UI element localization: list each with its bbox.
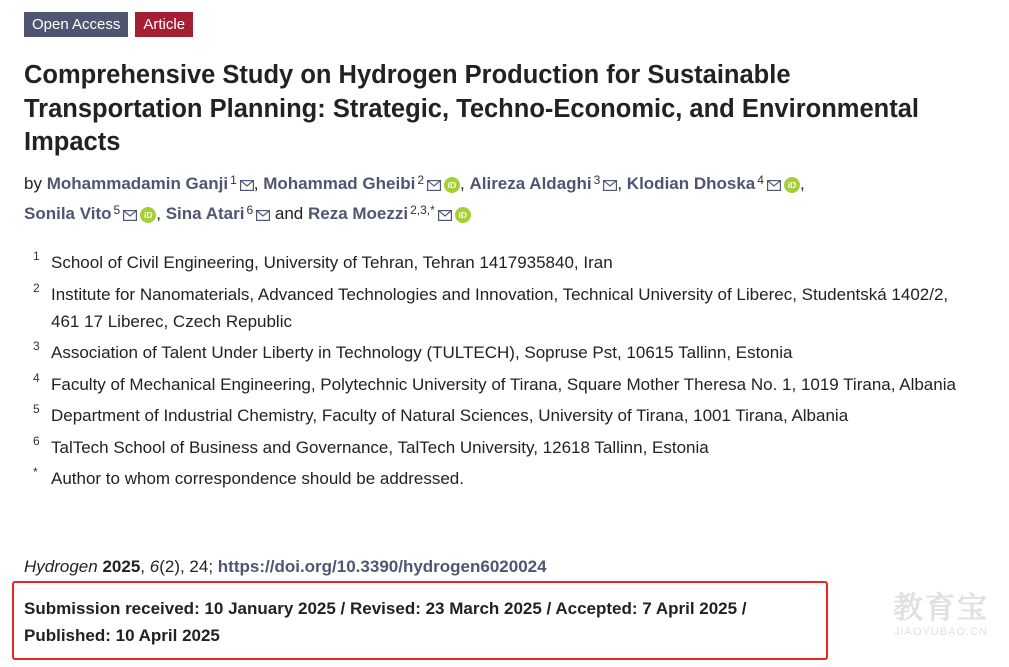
open-access-badge[interactable]: Open Access <box>24 12 128 37</box>
separator: , <box>799 174 805 193</box>
by-label: by <box>24 174 42 193</box>
orcid-icon[interactable]: iD <box>140 207 156 223</box>
affiliation-number: 6 <box>33 433 40 448</box>
author-link[interactable]: Reza Moezzi <box>307 204 409 223</box>
orcid-icon[interactable]: iD <box>784 177 800 193</box>
affiliation-number: * <box>33 465 38 479</box>
watermark-domain: JIAOYUBAO.CN <box>894 626 988 638</box>
author-affiliation-ref: 3 <box>593 173 601 187</box>
author-affiliation-ref: 4 <box>757 173 764 187</box>
envelope-icon[interactable] <box>240 172 254 200</box>
site-watermark <box>893 592 989 638</box>
affiliation-item <box>24 371 974 398</box>
affiliation-item <box>24 434 974 461</box>
doi-link[interactable]: https://doi.org/10.3390/hydrogen6020024 <box>217 557 547 576</box>
publication-dates: Submission received: 10 January 2025 / Revised: 23 March 2025 / Accepted: 7 April 2025 / Published: 10 April 2025 <box>24 599 747 645</box>
affiliation-number: 2 <box>33 280 40 295</box>
affiliation-number: 4 <box>33 370 40 385</box>
affiliation-number: 3 <box>33 339 40 353</box>
affiliation-item <box>24 249 974 276</box>
envelope-icon[interactable] <box>767 172 781 200</box>
affiliation-text: School of Civil Engineering, University of Tehran, Tehran 1417935840, Iran <box>51 253 613 272</box>
orcid-icon[interactable]: iD <box>455 207 471 223</box>
author-link[interactable]: Mohammadamin Ganji <box>46 174 229 193</box>
affiliation-item <box>24 402 974 429</box>
author-link[interactable]: Sonila Vito <box>24 204 112 223</box>
separator: , <box>156 204 161 223</box>
and-label: and <box>274 204 304 223</box>
author-link[interactable]: Alireza Aldaghi <box>469 174 592 193</box>
article-title: Comprehensive Study on Hydrogen Production for Sustainable Transportation Planning: Strategic, Techno-Economic, and Environmental Impacts <box>24 61 919 156</box>
article-badges <box>24 12 193 37</box>
author-affiliation-ref: 6 <box>246 203 254 217</box>
author-affiliation-ref: 2 <box>417 173 424 187</box>
affiliation-text: Faculty of Mechanical Engineering, Polytechnic University of Tirana, Square Mother Theresa No. 1, 1019 Tirana, Albania <box>51 374 956 394</box>
affiliation-item <box>24 465 974 492</box>
author-link[interactable]: Klodian Dhoska <box>626 174 756 193</box>
citation-year: 2025 <box>102 557 141 576</box>
envelope-icon[interactable] <box>427 172 441 200</box>
citation-line: Hydrogen 2025, 6(2), 24; https://doi.org/10.3390/hydrogen6020024 <box>24 557 547 576</box>
author-link[interactable]: Mohammad Gheibi <box>263 174 416 193</box>
affiliation-text: TalTech School of Business and Governance, TalTech University, 12618 Tallinn, Estonia <box>51 437 709 457</box>
affiliation-item <box>24 339 974 366</box>
envelope-icon[interactable] <box>603 172 617 200</box>
citation-issue-pages: (2), 24; <box>159 557 214 576</box>
watermark-logo-text: 教育宝 <box>893 592 989 625</box>
orcid-icon[interactable]: iD <box>444 177 460 193</box>
affiliation-list <box>24 249 974 497</box>
author-affiliation-ref: 2,3,* <box>410 203 435 217</box>
affiliation-number: 5 <box>33 402 40 416</box>
author-affiliation-ref: 1 <box>230 173 237 187</box>
separator: , <box>617 174 623 193</box>
author-list <box>24 170 984 230</box>
separator: , <box>253 174 259 193</box>
author-link[interactable]: Sina Atari <box>165 204 245 223</box>
author-affiliation-ref: 5 <box>113 203 121 217</box>
affiliation-text: Department of Industrial Chemistry, Faculty of Natural Sciences, University of Tirana, 1001 Tirana, Albania <box>51 406 849 425</box>
envelope-icon[interactable] <box>256 202 270 230</box>
article-type-badge[interactable]: Article <box>135 12 193 37</box>
citation-volume: 6 <box>149 557 160 576</box>
affiliation-item <box>24 281 974 335</box>
envelope-icon[interactable] <box>438 202 452 230</box>
affiliation-text: Author to whom correspondence should be addressed. <box>51 469 464 488</box>
journal-name: Hydrogen <box>24 557 98 576</box>
affiliation-number: 1 <box>33 249 40 263</box>
separator: , <box>460 174 465 193</box>
affiliation-text: Institute for Nanomaterials, Advanced Technologies and Innovation, Technical University of Liberec, Studentská 1402/2, 461 17 Liberec, Czech Republic <box>51 284 949 331</box>
affiliation-text: Association of Talent Under Liberty in Technology (TULTECH), Sopruse Pst, 10615 Tallinn, Estonia <box>51 343 793 362</box>
envelope-icon[interactable] <box>123 202 137 230</box>
